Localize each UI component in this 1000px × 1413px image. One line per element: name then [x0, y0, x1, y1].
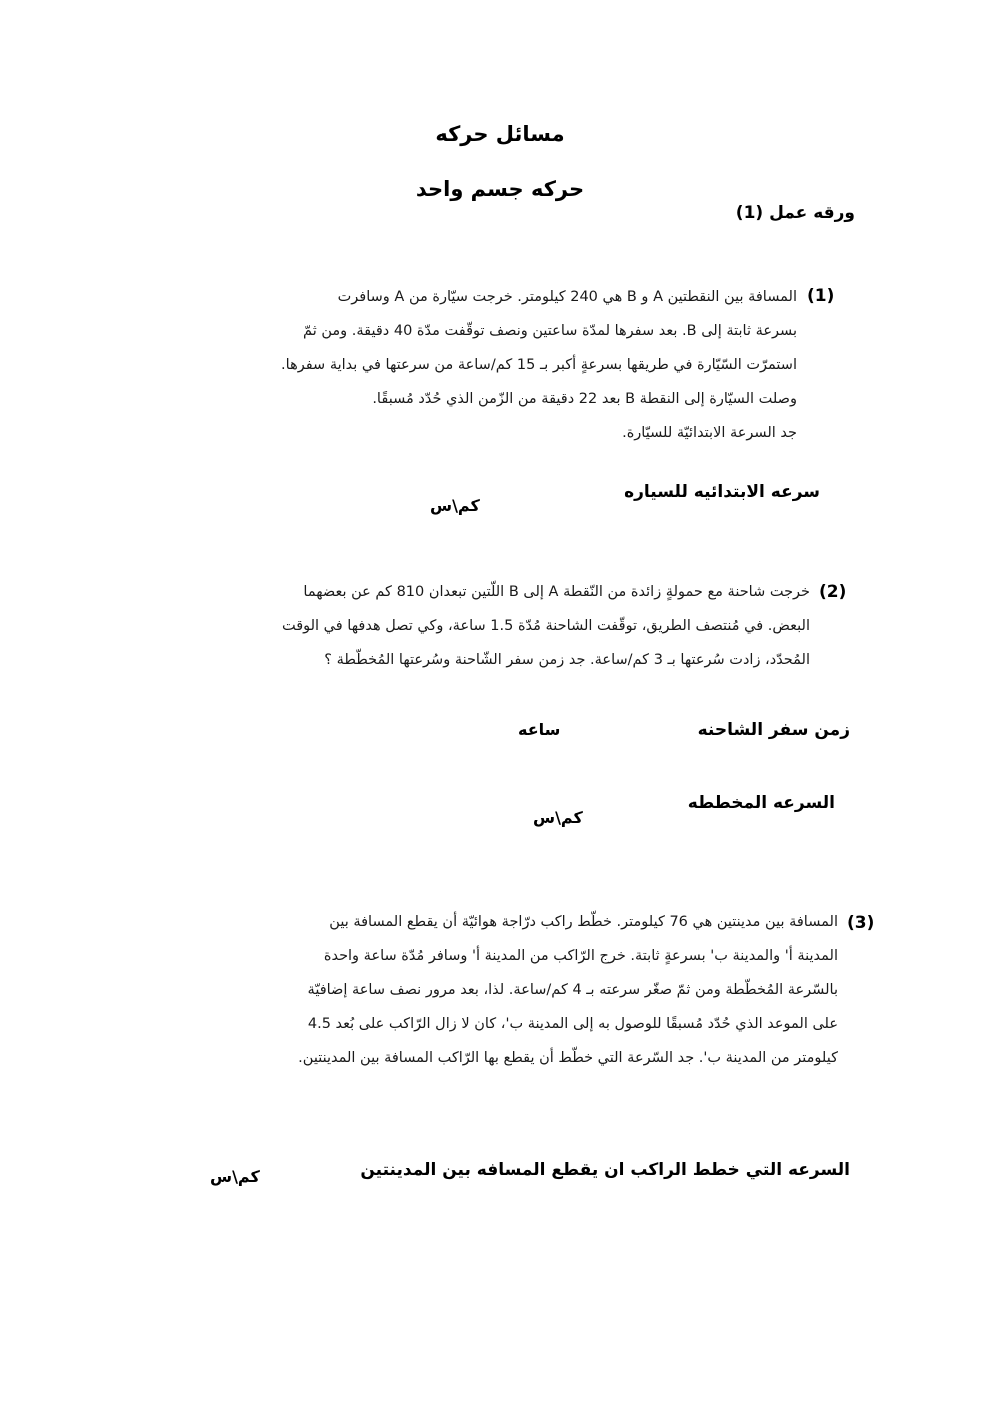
problem-1-line: المسافة بين النقطتين A و B هي 240 كيلومتر. خرجت سيّارة من A وسافرت	[337, 289, 797, 305]
answer-planned-speed-label: السرعه المخططه	[687, 793, 835, 813]
problem-3-line: بالسّرعة المُخطّطة ومن ثمّ صغّر سرعته بـ 4 كم/ساعة. لذا، بعد مرور نصف ساعة إضافيّة	[307, 982, 838, 998]
answer-cyclist-speed-unit: كم\س	[210, 1167, 260, 1186]
problem-2-text	[165, 575, 810, 677]
answer-cyclist-speed-label: السرعه التي خطط الراكب ان يقطع المسافه بين المدينتين	[360, 1160, 850, 1180]
problem-3-line: المدينة أ' والمدينة ب' بسرعةٍ ثابتة. خرج الرّاكب من المدينة أ' وسافر مُدّة ساعة واحدة	[323, 948, 838, 964]
problem-2-line: خرجت شاحنة مع حمولةٍ زائدة من النّقطة A إلى B اللّتين تبعدان 810 كم عن بعضهما	[303, 584, 810, 600]
problem-2-line: المُحدّد، زادت سُرعتها بـ 3 كم/ساعة. جد زمن سفر الشّاحنة وسُرعتها المُخطّطة ؟	[324, 652, 810, 668]
problem-3-line: كيلومتر من المدينة ب'. جد السّرعة التي خطّط أن يقطع بها الرّاكب المسافة بين المدينتين.	[298, 1050, 838, 1066]
answer-truck-time-unit: ساعه	[518, 720, 561, 739]
worksheet-label: ورقه عمل (1)	[735, 203, 855, 223]
problem-1-text	[165, 280, 797, 450]
page-title: مسائل حركه	[435, 122, 565, 146]
problem-2-number: (2)	[819, 582, 847, 602]
problem-1-line: جد السرعة الابتدائيّة للسيّارة.	[622, 425, 797, 441]
problem-3-line: على الموعد الذي حُدّد مُسبقًا للوصول به إلى المدينة ب'، كان لا زال الرّاكب على بُعد 4.5	[307, 1016, 838, 1032]
problem-1-number: (1)	[807, 286, 835, 306]
answer-truck-time-label: زمن سفر الشاحنه	[697, 720, 850, 740]
page-subtitle: حركه جسم واحد	[415, 177, 585, 201]
problem-1-line: بسرعة ثابتة إلى B. بعد سفرها لمدّة ساعتين ونصف توقّفت مدّة 40 دقيقة. ومن ثمّ	[303, 323, 797, 339]
answer-initial-speed-unit: كم\س	[430, 496, 480, 515]
problem-1-line: وصلت السيّارة إلى النقطة B بعد 22 دقيقة من الزّمن الذي حُدّد مُسبقًا.	[372, 391, 797, 407]
answer-planned-speed-unit: كم\س	[533, 808, 583, 827]
problem-2-line: البعض. في مُنتصف الطريق، توقّفت الشاحنة مُدّة 1.5 ساعة، وكي تصل هدفها في الوقت	[281, 618, 810, 634]
problem-3-number: (3)	[847, 913, 875, 933]
problem-1-line: استمرّت السّيّارة في طريقها بسرعةٍ أكبر بـ 15 كم/ساعة من سرعتها في بداية سفرها.	[281, 357, 797, 373]
problem-3-line: المسافة بين مدينتين هي 76 كيلومتر. خطّط راكب درّاجة هوائيّة أن يقطع المسافة بين	[329, 914, 838, 930]
problem-3-text	[200, 905, 838, 1075]
answer-initial-speed-label: سرعه الابتدائيه للسياره	[624, 482, 820, 502]
